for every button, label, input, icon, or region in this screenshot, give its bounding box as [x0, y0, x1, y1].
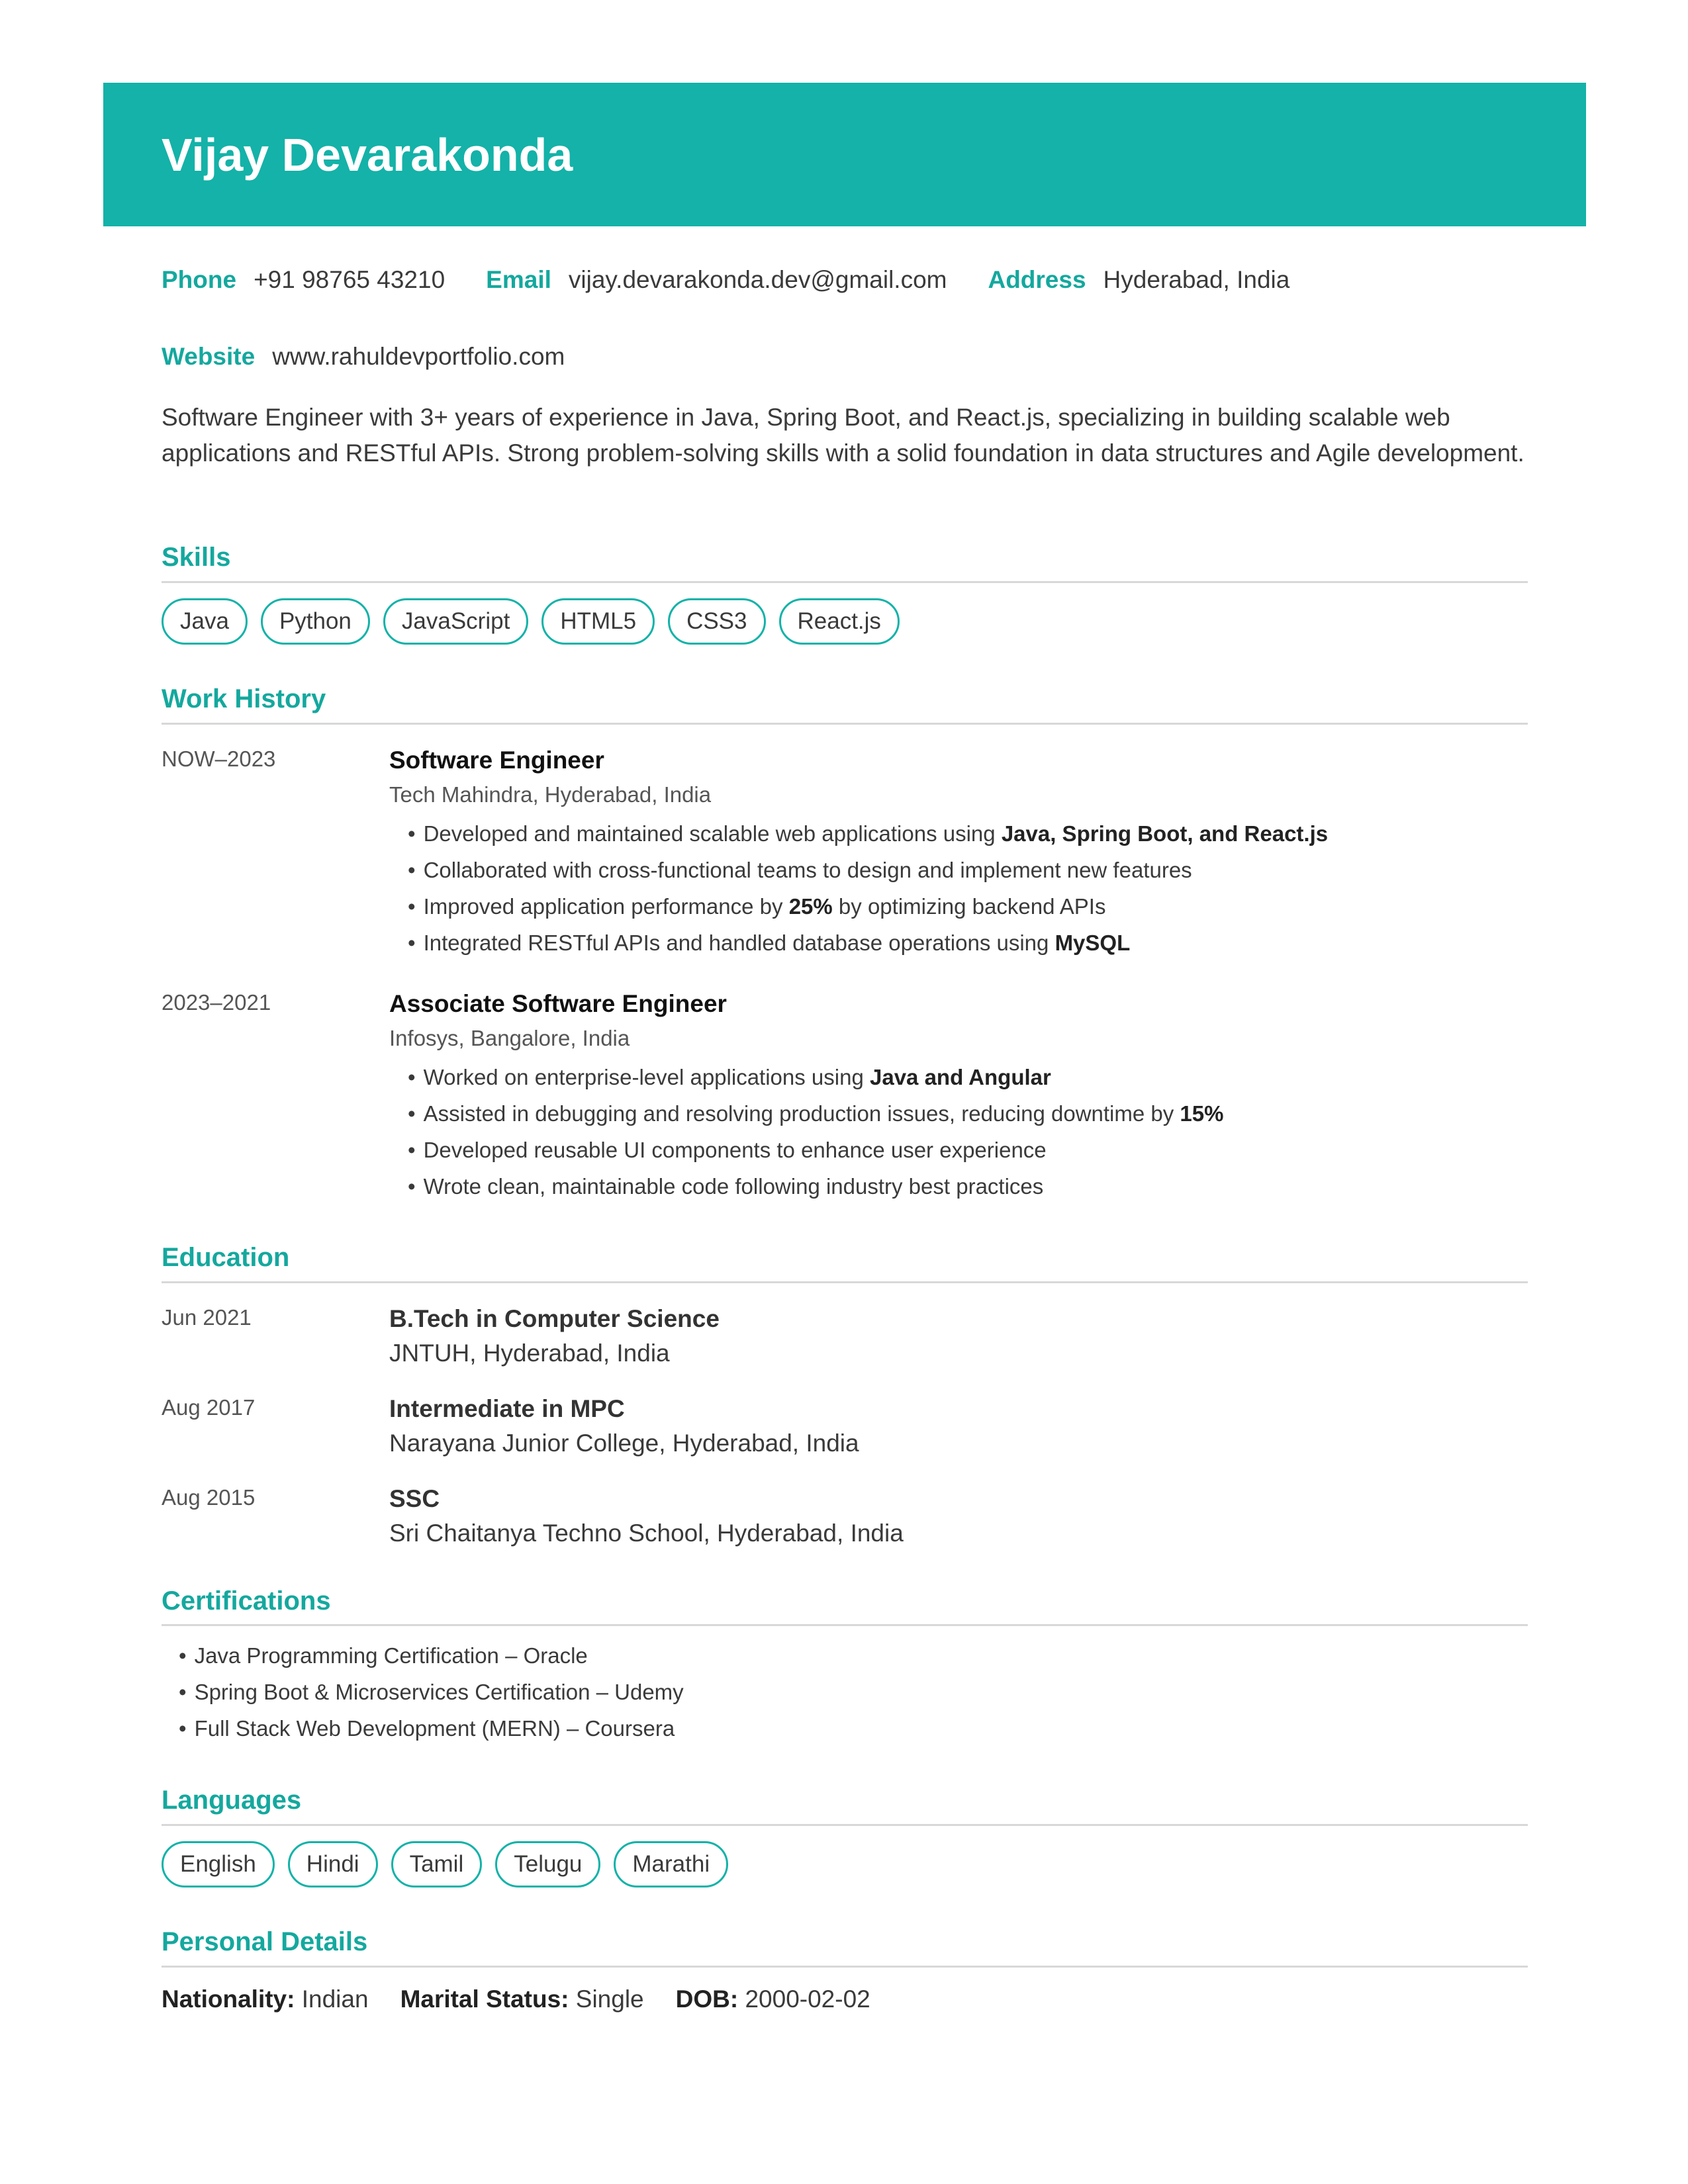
divider [162, 1624, 1528, 1626]
languages-heading: Languages [162, 1786, 302, 1815]
email-label: Email [486, 266, 551, 293]
bullet-text: Assisted in debugging and resolving production issues, reducing downtime by [423, 1101, 1180, 1126]
dob-label: DOB: [675, 1985, 739, 2013]
bullet-icon: • [408, 894, 416, 919]
language-chip: Telugu [495, 1841, 600, 1888]
bullet-text-tail: by optimizing backend APIs [832, 894, 1106, 919]
website-value[interactable]: www.rahuldevportfolio.com [272, 343, 565, 370]
bullet-icon: • [179, 1716, 187, 1741]
nationality-value: Indian [301, 1985, 369, 2013]
skills-heading: Skills [162, 543, 231, 572]
certifications-heading: Certifications [162, 1586, 331, 1615]
skill-chip: React.js [779, 598, 900, 645]
bullet-icon: • [408, 1138, 416, 1162]
bullet-emphasis: 25% [788, 894, 833, 919]
job-bullets [408, 1059, 1223, 1205]
divider [162, 723, 1528, 725]
bullet-text: Developed and maintained scalable web applications using [423, 821, 1002, 846]
nationality-label: Nationality: [162, 1985, 295, 2013]
bullet-item [408, 925, 1328, 961]
marital-status-label: Marital Status: [400, 1985, 569, 2013]
divider [162, 1824, 1528, 1826]
bullet-item [408, 1168, 1223, 1205]
bullet-item [408, 888, 1328, 925]
bullet-item [408, 815, 1328, 852]
bullet-icon: • [408, 858, 416, 882]
job-company: Tech Mahindra, Hyderabad, India [389, 782, 712, 807]
candidate-name: Vijay Devarakonda [162, 129, 573, 181]
work-history-heading: Work History [162, 684, 326, 713]
divider [162, 1966, 1528, 1968]
bullet-emphasis: 15% [1180, 1101, 1224, 1126]
skill-chip: Python [261, 598, 370, 645]
language-chip: Marathi [614, 1841, 728, 1888]
certification-item [179, 1674, 684, 1710]
bullet-item [408, 852, 1328, 888]
header-banner [103, 83, 1586, 226]
skill-chip: HTML5 [541, 598, 655, 645]
certification-text: Full Stack Web Development (MERN) – Coursera [194, 1716, 675, 1741]
bullet-icon: • [179, 1643, 187, 1668]
divider [162, 581, 1528, 583]
education-heading: Education [162, 1243, 290, 1272]
professional-summary: Software Engineer with 3+ years of experience in Java, Spring Boot, and React.js, specializing in building scalable web applications and RESTful APIs. Strong problem-solving skills with a solid foundation in data structures and Agile development. [162, 404, 1524, 467]
phone-value: +91 98765 43210 [254, 266, 445, 293]
address-label: Address [988, 266, 1086, 293]
education-date: Jun 2021 [162, 1305, 252, 1330]
job-title: Associate Software Engineer [389, 990, 727, 1017]
personal-details-row [162, 1985, 902, 2013]
education-degree: B.Tech in Computer Science [389, 1305, 720, 1332]
bullet-text: Worked on enterprise-level applications using [423, 1065, 870, 1089]
bullet-icon: • [408, 821, 416, 846]
bullet-icon: • [408, 1065, 416, 1089]
bullet-text: Collaborated with cross-functional teams to design and implement new features [423, 858, 1192, 882]
marital-status-value: Single [575, 1985, 644, 2013]
bullet-item [408, 1059, 1223, 1095]
job-dates: NOW–2023 [162, 747, 276, 771]
nationality-item [162, 1985, 369, 2013]
website-row [162, 343, 606, 371]
certification-text: Spring Boot & Microservices Certification – Udemy [194, 1680, 684, 1704]
languages-list [162, 1841, 728, 1888]
certification-item [179, 1637, 684, 1674]
education-school: Sri Chaitanya Techno School, Hyderabad, India [389, 1520, 904, 1547]
education-school: JNTUH, Hyderabad, India [389, 1340, 670, 1367]
bullet-emphasis: Java, Spring Boot, and React.js [1001, 821, 1329, 846]
bullet-emphasis: Java and Angular [869, 1065, 1051, 1089]
skill-chip: Java [162, 598, 248, 645]
skill-chip: JavaScript [383, 598, 528, 645]
address-value: Hyderabad, India [1103, 266, 1290, 293]
education-date: Aug 2015 [162, 1485, 256, 1510]
phone-label: Phone [162, 266, 237, 293]
education-school: Narayana Junior College, Hyderabad, India [389, 1430, 859, 1457]
divider [162, 1281, 1528, 1283]
education-degree: SSC [389, 1485, 440, 1512]
dob-value: 2000-02-02 [745, 1985, 870, 2013]
bullet-text: Improved application performance by [423, 894, 789, 919]
bullet-text: Wrote clean, maintainable code following industry best practices [423, 1174, 1044, 1199]
email-value[interactable]: vijay.devarakonda.dev@gmail.com [568, 266, 947, 293]
skills-list [162, 598, 900, 645]
certifications-list [179, 1637, 684, 1747]
job-dates: 2023–2021 [162, 990, 271, 1015]
bullet-emphasis: MySQL [1055, 931, 1131, 955]
bullet-icon: • [408, 1101, 416, 1126]
bullet-text: Integrated RESTful APIs and handled database operations using [423, 931, 1055, 955]
education-degree: Intermediate in MPC [389, 1395, 625, 1422]
job-title: Software Engineer [389, 747, 604, 774]
language-chip: English [162, 1841, 275, 1888]
marital-status-item [400, 1985, 644, 2013]
education-date: Aug 2017 [162, 1395, 256, 1420]
language-chip: Tamil [391, 1841, 483, 1888]
language-chip: Hindi [288, 1841, 378, 1888]
contact-row [162, 266, 1331, 294]
bullet-item [408, 1132, 1223, 1168]
skill-chip: CSS3 [668, 598, 765, 645]
bullet-text: Developed reusable UI components to enhance user experience [423, 1138, 1047, 1162]
bullet-icon: • [408, 931, 416, 955]
bullet-icon: • [408, 1174, 416, 1199]
job-bullets [408, 815, 1328, 961]
job-company: Infosys, Bangalore, India [389, 1026, 630, 1050]
bullet-icon: • [179, 1680, 187, 1704]
certification-item [179, 1710, 684, 1747]
certification-text: Java Programming Certification – Oracle [194, 1643, 588, 1668]
personal-details-heading: Personal Details [162, 1927, 368, 1956]
bullet-item [408, 1095, 1223, 1132]
website-label: Website [162, 343, 256, 370]
dob-item [676, 1985, 870, 2013]
